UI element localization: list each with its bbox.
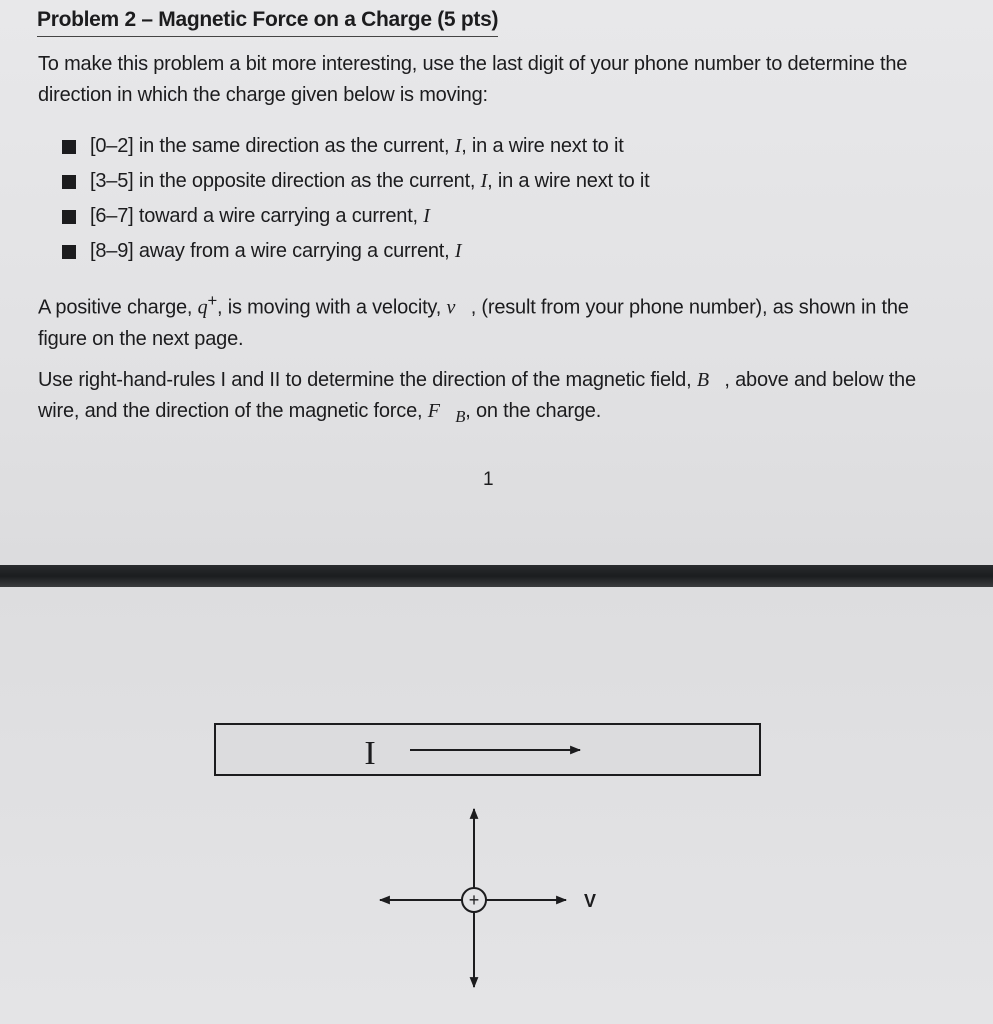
charge-text: , is moving with a velocity, <box>216 296 447 319</box>
field-symbol: B⃗ <box>696 369 725 391</box>
velocity-symbol: v⃗ <box>446 296 471 319</box>
force-subscript: B <box>455 407 466 426</box>
current-symbol: I <box>480 170 488 192</box>
current-symbol: I <box>454 135 462 157</box>
intro-paragraph: To make this problem a bit more interesting, use the last digit of your phone number to determine the direction in which the charge given below is moving: <box>38 53 908 106</box>
charge-text: , (result from your phone number), as shown in the figure on the next page. <box>38 296 915 350</box>
square-bullet-icon <box>62 245 76 259</box>
velocity-label: V <box>583 891 597 911</box>
wire-charge-figure <box>0 587 993 1024</box>
square-bullet-icon <box>62 175 76 189</box>
option-text-end: , in a wire next to it <box>487 170 650 192</box>
rhr-text: , on the charge. <box>465 400 602 422</box>
option-text-end: , in a wire next to it <box>461 135 624 157</box>
problem-title: Problem 2 – Magnetic Force on a Charge (5 pts) <box>37 8 498 37</box>
option-item <box>62 199 649 234</box>
rhr-text: Use right-hand-rules I and II to determine the direction of the magnetic field, <box>38 369 697 391</box>
option-text: in the same direction as the current, <box>133 135 455 157</box>
charge-paragraph <box>38 285 948 355</box>
option-item <box>62 164 649 199</box>
page-number: 1 <box>483 469 494 490</box>
page-divider <box>0 565 993 587</box>
option-text: in the opposite direction as the current, <box>133 170 481 192</box>
current-label: I <box>364 735 376 772</box>
option-text: toward a wire carrying a current, <box>133 205 424 227</box>
square-bullet-icon <box>62 140 76 154</box>
option-range: [0–2] <box>90 135 134 157</box>
force-symbol: F⃗ <box>427 400 456 422</box>
direction-options-list <box>62 129 649 269</box>
option-item <box>62 129 649 164</box>
charge-symbol: q <box>197 296 208 319</box>
rhr-text: , above and below the wire, and the direction of the magnetic force, <box>38 369 922 422</box>
rhr-paragraph <box>38 365 948 432</box>
current-symbol: I <box>454 240 462 262</box>
option-range: [3–5] <box>90 170 134 192</box>
charge-text: A positive charge, <box>38 296 198 319</box>
option-range: [8–9] <box>90 240 134 262</box>
charge-sign-label: + <box>468 890 480 910</box>
option-text: away from a wire carrying a current, <box>133 240 455 262</box>
charge-sign: + <box>207 291 217 310</box>
square-bullet-icon <box>62 210 76 224</box>
current-symbol: I <box>423 205 430 227</box>
option-range: [6–7] <box>90 205 134 227</box>
option-item <box>62 234 649 269</box>
